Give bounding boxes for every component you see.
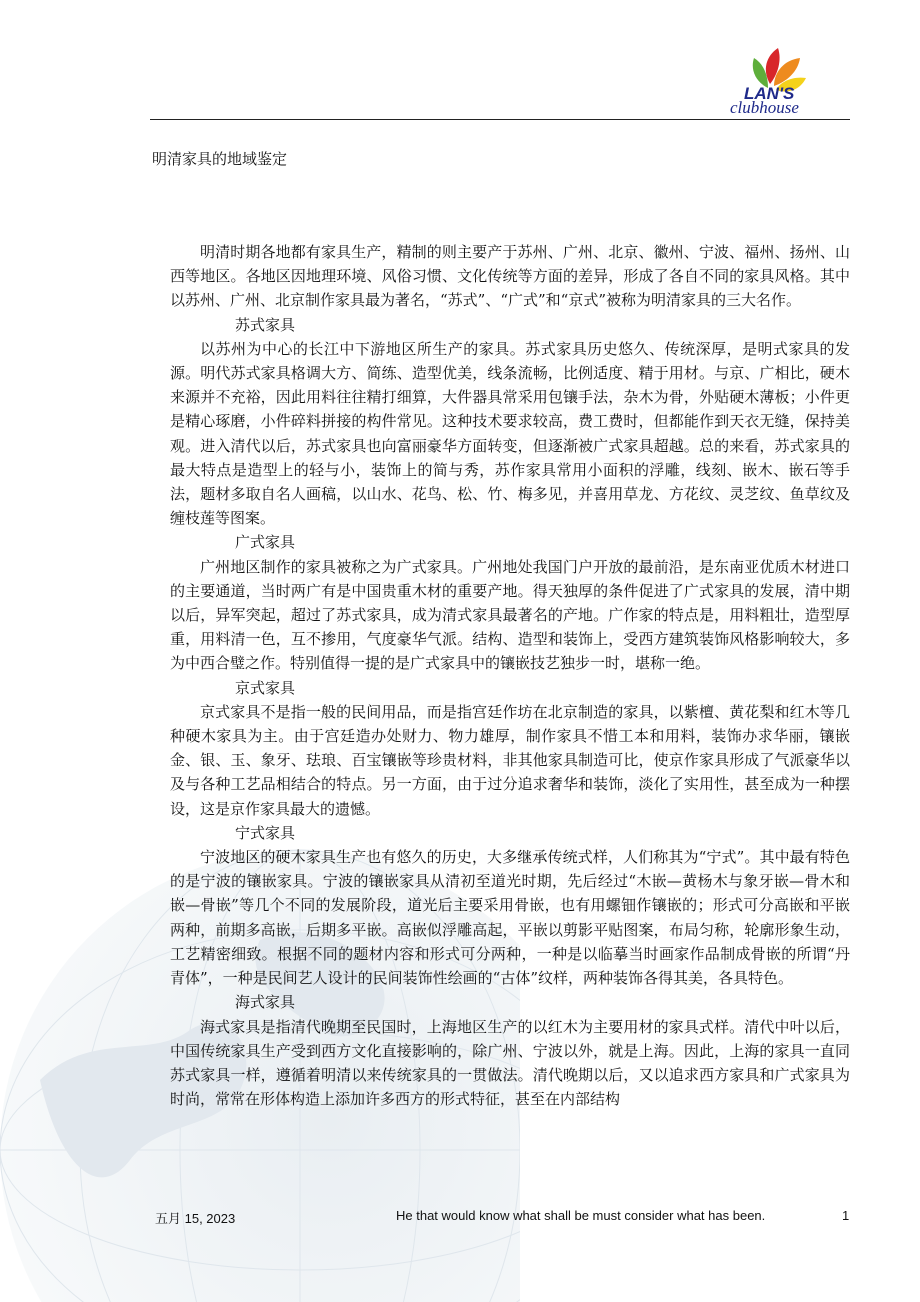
section-heading-ningbo: 宁式家具	[235, 823, 296, 842]
footer-date: 五月 15, 2023	[155, 1211, 236, 1226]
section-heading-shanghai: 海式家具	[235, 993, 296, 1012]
document-title: 明清家具的地域鉴定	[152, 150, 288, 168]
page-number: 1	[842, 1208, 850, 1223]
document-body	[170, 240, 850, 1111]
header-rule	[150, 119, 850, 120]
section-heading-beijing: 京式家具	[235, 678, 296, 697]
logo-text-lans: LAN'S	[744, 84, 795, 103]
section-text-ningbo: 宁波地区的硬木家具生产也有悠久的历史，大多继承传统式样，人们称其为“宁式”。其中最有特色的是宁波的镶嵌家具。宁波的镶嵌家具从清初至道光时期，先后经过“木嵌—黄杨木与象牙嵌—骨木和嵌—骨嵌”等几个不同的发展阶段，道光后主要采用骨嵌，也有用螺钿作镶嵌的；形式可分高嵌和平嵌两种，前期多高嵌，后期多平嵌。高嵌似浮雕高起，平嵌以剪影平贴图案，布局匀称，轮廓形象生动，工艺精密细致。根据不同的题材内容和形式可分两种，一种是以临摹当时画家作品制成骨嵌的所谓“丹青体”，一种是民间艺人设计的民间装饰性绘画的“古体”纹样，两种装饰各得其美，各具特色。	[170, 848, 850, 988]
intro-paragraph: 明清时期各地都有家具生产，精制的则主要产于苏州、广州、北京、徽州、宁波、福州、扬州、山西等地区。各地区因地理环境、风俗习惯、文化传统等方面的差异，形成了各自不同的家具风格。其中以苏州、广州、北京制作家具最为著名，“苏式”、“广式”和“京式”被称为明清家具的三大名作。	[170, 243, 850, 310]
section-text-guangzhou: 广州地区制作的家具被称之为广式家具。广州地处我国门户开放的最前沿，是东南亚优质木材进口的主要通道，当时两广有是中国贵重木材的重要产地。得天独厚的条件促进了广式家具的发展，清中期以后，异军突起，超过了苏式家具，成为清式家具最著名的产地。广作家的特点是，用料粗壮，造型厚重，用料清一色，互不掺用，气度豪华气派。结构、造型和装饰上，受西方建筑装饰风格影响较大，多为中西合璧之作。特别值得一提的是广式家具中的镶嵌技艺独步一时，堪称一绝。	[170, 557, 850, 673]
section-text-beijing: 京式家具不是指一般的民间用品，而是指宫廷作坊在北京制造的家具，以紫檀、黄花梨和红木等几种硬木家具为主。由于宫廷造办处财力、物力雄厚，制作家具不惜工本和用料，装饰办求华丽，镶嵌金、银、玉、象牙、珐琅、百宝镶嵌等珍贵材料，非其他家具制造可比，使京作家具形成了气派豪华以及与各种工艺品相结合的特点。另一方面，由于过分追求奢华和装饰，淡化了实用性，甚至成为一种摆设，这是京作家具最大的遗憾。	[170, 702, 850, 818]
section-heading-suzhou: 苏式家具	[235, 315, 296, 334]
logo-text-clubhouse: clubhouse	[730, 98, 799, 117]
section-text-shanghai: 海式家具是指清代晚期至民国时，上海地区生产的以红木为主要用材的家具式样。清代中叶以后，中国传统家具生产受到西方文化直接影响的，除广州、宁波以外，就是上海。因此，上海的家具一直同苏式家具一样，遵循着明清以来传统家具的一贯做法。清代晚期以后，又以追求西方家具和广式家具为时尚，常常在形体构造上添加许多西方的形式特征，甚至在内部结构	[170, 1017, 850, 1109]
section-heading-guangzhou: 广式家具	[235, 533, 296, 552]
footer-quote: He that would know what shall be must consider what has been.	[396, 1208, 766, 1223]
section-text-suzhou: 以苏州为中心的长江中下游地区所生产的家具。苏式家具历史悠久、传统深厚，是明式家具的发源。明代苏式家具格调大方、简练、造型优美，线条流畅，比例适度、精于用材。与京、广相比，硬木来源并不充裕，因此用料往往精打细算，大件器具常采用包镶手法，杂木为骨，外贴硬木薄板；小件更是精心琢磨，小件碎料拼接的构件常见。这种技术要求较高，费工费时，但都能作到天衣无缝，保持美观。进入清代以后，苏式家具也向富丽豪华方面转变，但逐渐被广式家具超越。总的来看，苏式家具的最大特点是造型上的轻与小，装饰上的简与秀，苏作家具常用小面积的浮雕，线刻、嵌木、嵌石等手法，题材多取自名人画稿，以山水、花鸟、松、竹、梅多见，并喜用草龙、方花纹、灵芝纹、鱼草纹及缠枝莲等图案。	[170, 339, 850, 528]
